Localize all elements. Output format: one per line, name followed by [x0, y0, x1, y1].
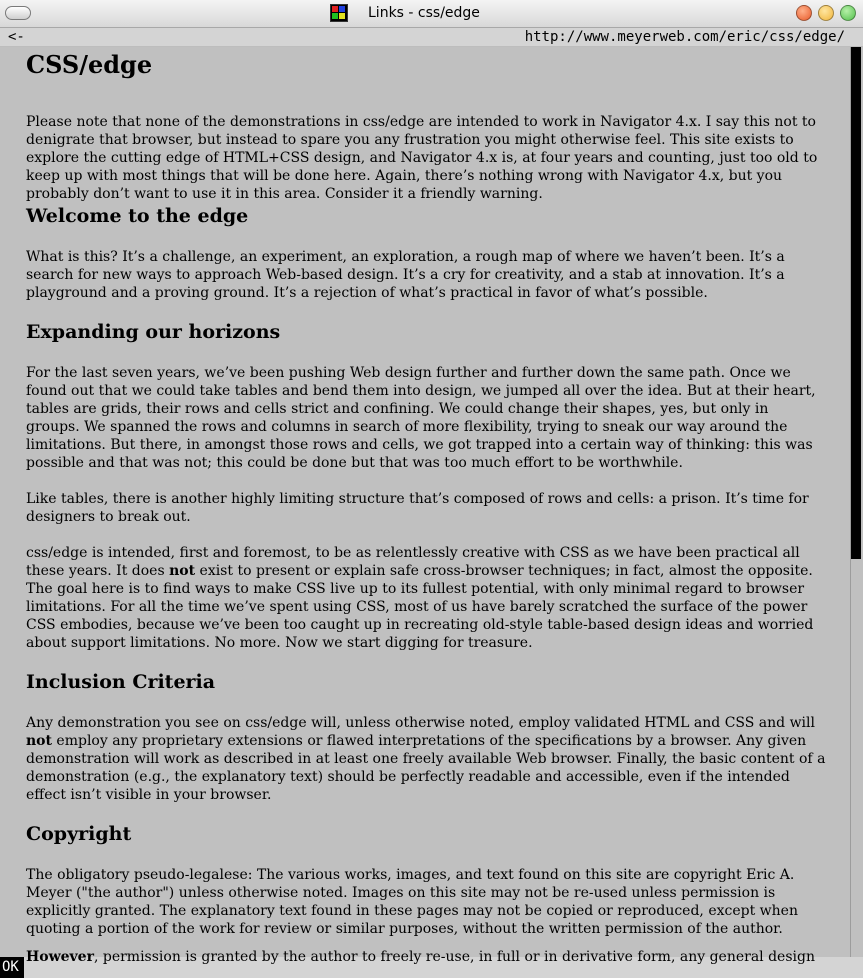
title-bar [0, 0, 863, 28]
url-display: http://www.meyerweb.com/eric/css/edge/ [524, 29, 845, 45]
inclusion-paragraph [26, 714, 826, 804]
horizons-paragraph-1: For the last seven years, we’ve been pushing Web design further and further down the same path. Once we found out that we could take tables and bend them into design, we jumped all over the idea. But at their heart, tables are grids, their rows and cells strict and confining. We could change their shapes, yes, but only in groups. We spanned the rows and columns in search of more flexibility, trying to sneak our way around the limitations. But there, in amongst those rows and cells, we got trapped into a certain way of thinking: this was possible and that was not; this could be done but that was too much effort to be worthwhile. [26, 365, 816, 471]
horizons-paragraph-2: Like tables, there is another highly limiting structure that’s composed of rows and cells: a prison. It’s time for designers to break out. [26, 491, 809, 525]
heading-copyright: Copyright [26, 823, 132, 845]
intro-paragraph: Please note that none of the demonstrations in css/edge are intended to work in Navigator 4.x. I say this not to denigrate that browser, but instead to spare you any frustration you might otherwise feel. This site exists to explore the cutting edge of HTML+CSS design, and Navigator 4.x is, at four years and counting, just too old to keep up with most things that will be done here. Again, there’s nothing wrong with Navigator 4.x, but you probably don’t want to use it in this area. Consider it a friendly warning. [26, 114, 818, 202]
horizons-p3-end: exist to present or explain safe cross-browser techniques; in fact, almost the opposite. The goal here is to find ways to make CSS live up to its fullest potential, with only minimal regard to browser limitations. For all the time we’ve spent using CSS, most of us have barely scratched the surface of the power CSS embodies, because we’ve been too caught up in recreating old-style table-based design ideas and worried about support limitations. No more. Now we start digging for treasure. [26, 563, 814, 651]
horizons-paragraph-3 [26, 544, 826, 652]
horizons-p3-start: css/edge is intended, first and foremost, to be as relentlessly creative with CSS as we have been practical all these years. It does [26, 545, 800, 579]
window-menu-button[interactable] [5, 6, 31, 20]
cut-off-text-line [26, 948, 815, 966]
status-bar [0, 949, 863, 978]
inclusion-end: employ any proprietary extensions or flawed interpretations of the specifications by a browser. Any given demonstration will work as described in at least one freely available Web browser. Finally, the basic content of a demonstration (e.g., the explanatory text) should be perfectly readable and accessible, even if the intended effect isn’t visible in your browser. [26, 733, 826, 803]
welcome-paragraph: What is this? It’s a challenge, an experiment, an exploration, a rough map of where we haven’t been. It’s a search for new ways to approach Web-based design. It’s a cry for creativity, and a stab at innovation. It’s a playground and a proving ground. It’s a rejection of what’s practical in favor of what’s possible. [26, 249, 785, 301]
ok-button[interactable]: OK [0, 957, 24, 978]
inclusion-start: Any demonstration you see on css/edge will, unless otherwise noted, employ validated HTML and CSS and will [26, 715, 815, 731]
cut-off-bold: However [26, 949, 94, 965]
horizons-p3-bold: not [169, 563, 196, 579]
window-title: Links - css/edge [368, 5, 480, 21]
inclusion-bold: not [26, 733, 52, 749]
cut-off-rest: , permission is granted by the author to freely re-use, in full or in derivative form, any general design [93, 949, 815, 965]
address-bar [0, 28, 863, 47]
copyright-paragraph: The obligatory pseudo-legalese: The various works, images, and text found on this site are copyright Eric A. Meyer ("the author") unless otherwise noted. Images on this site may not be re-used unless permission is explicitly granted. The explanatory text found in these pages may not be copied or reproduced, except when quoting a portion of the work for review or similar purposes, without the written permission of the author. [26, 867, 798, 937]
page-content [0, 47, 850, 957]
close-icon[interactable] [796, 5, 812, 21]
page-title: CSS/edge [26, 50, 153, 79]
heading-welcome: Welcome to the edge [26, 205, 249, 227]
heading-horizons: Expanding our horizons [26, 321, 281, 343]
maximize-icon[interactable] [840, 5, 856, 21]
links-app-icon [330, 4, 348, 22]
minimize-icon[interactable] [818, 5, 834, 21]
scrollbar-thumb[interactable] [851, 47, 861, 559]
heading-inclusion: Inclusion Criteria [26, 671, 216, 693]
back-link[interactable]: <- [8, 29, 25, 45]
